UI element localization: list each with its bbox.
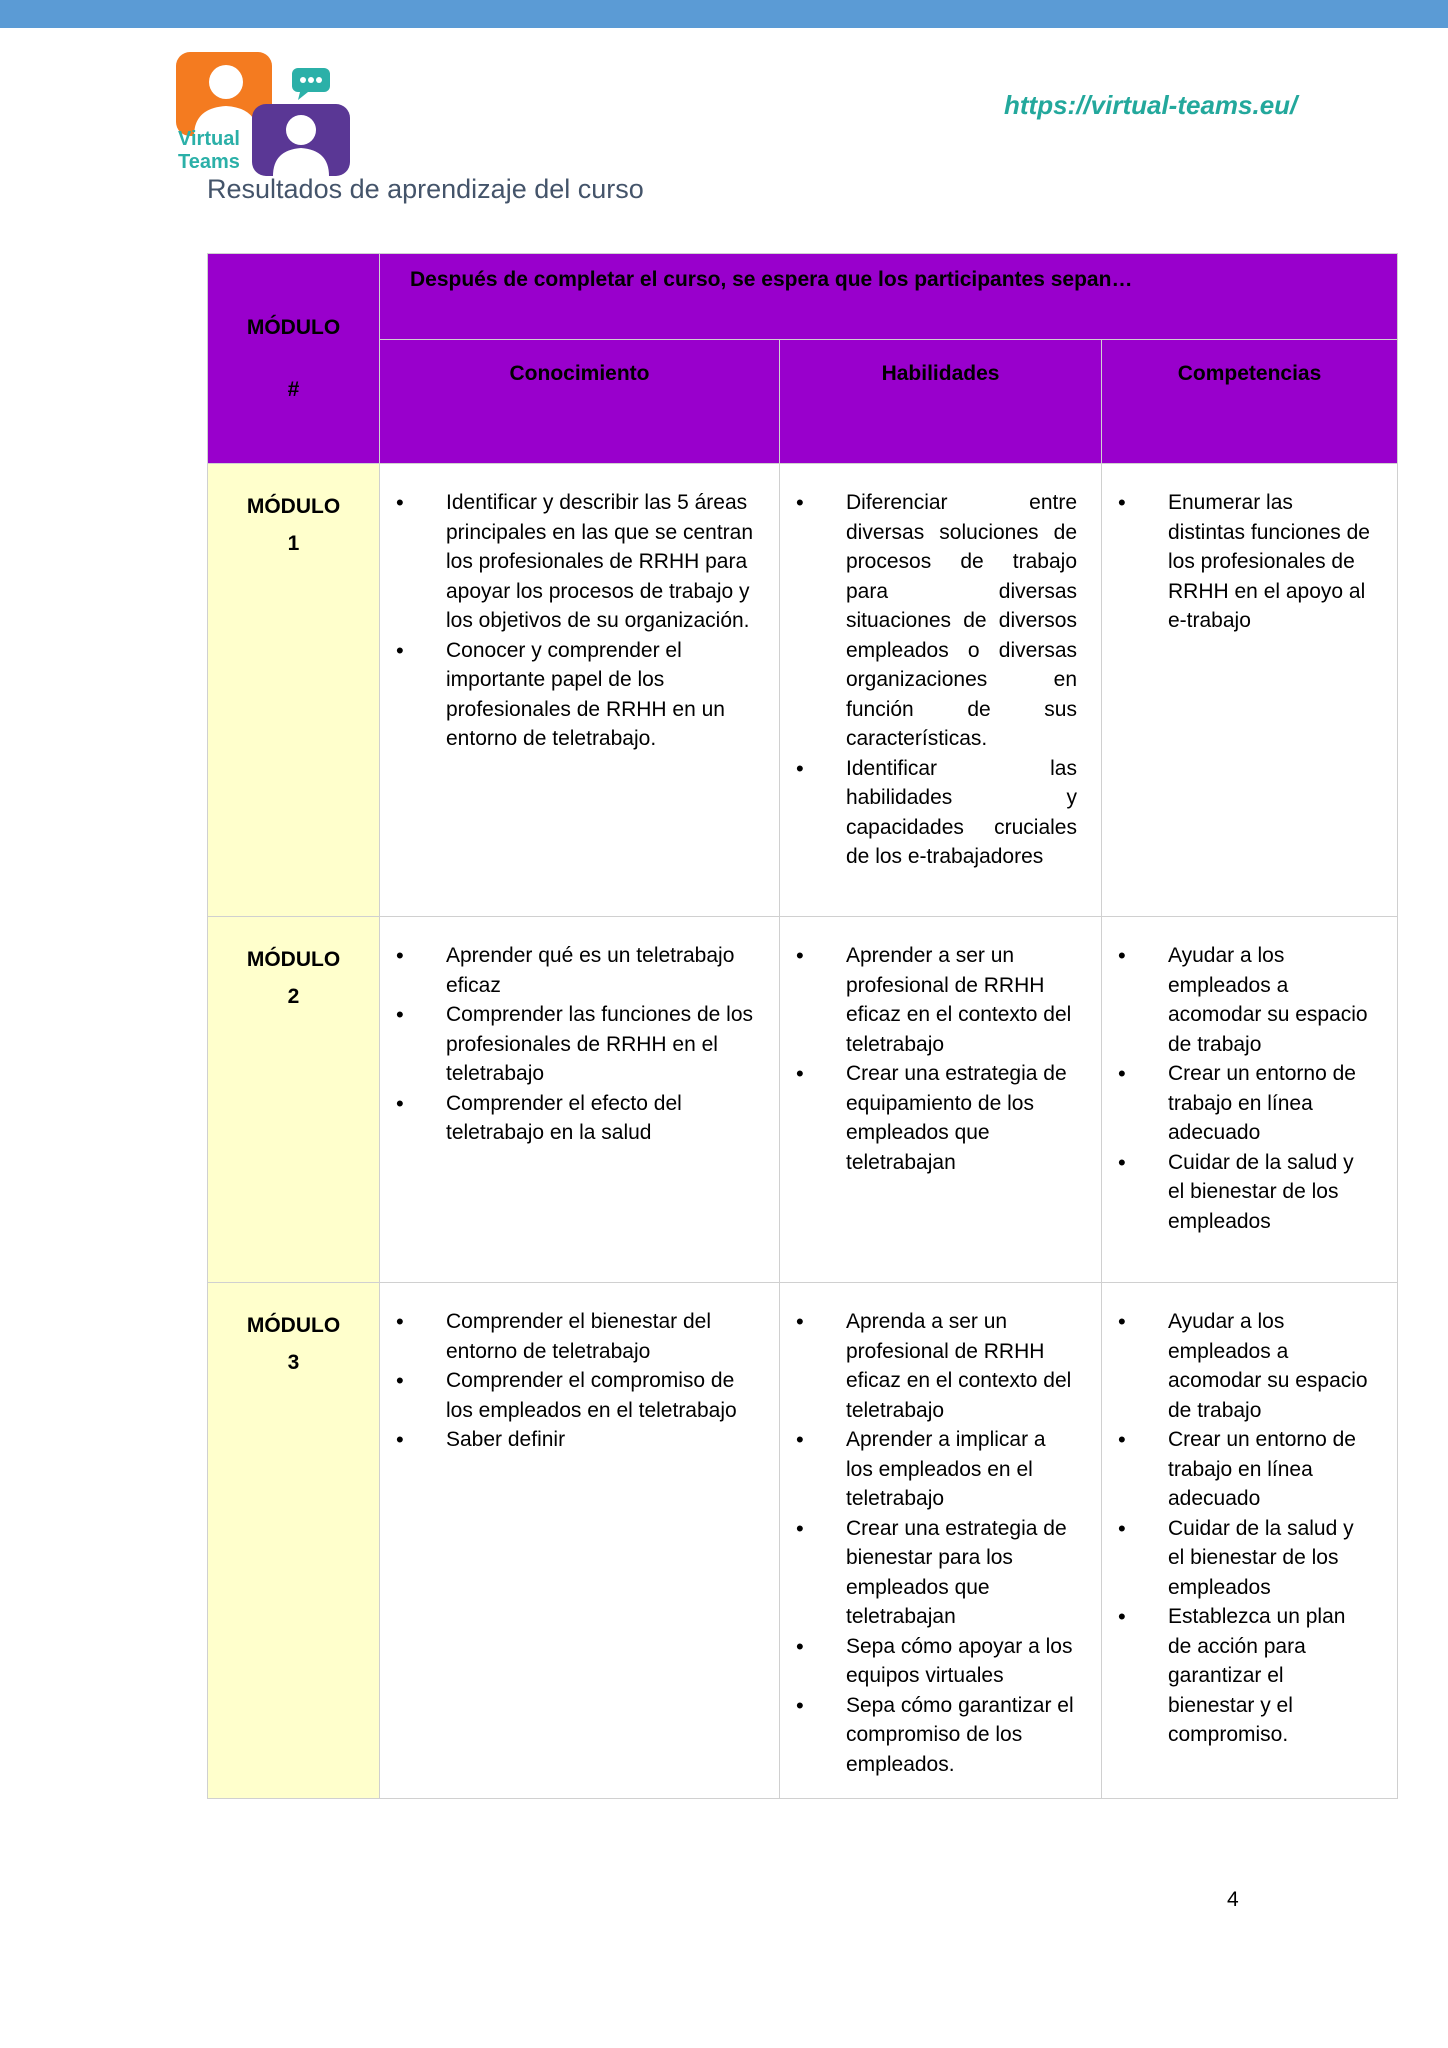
list-item: • Ayudar a los empleados a acomodar su espacio de trabajo <box>1112 941 1373 1059</box>
list-item: • Saber definir <box>390 1425 755 1455</box>
table-intro-header: Después de completar el curso, se espera que los participantes sepan… <box>380 254 1398 340</box>
module-column-header: MÓDULO # <box>208 254 380 464</box>
list-item: • Conocer y comprender el importante papel de los profesionales de RRHH en un entorno de teletrabajo. <box>390 636 755 754</box>
module-label: MÓDULO 2 <box>208 917 380 1283</box>
column-header-knowledge: Conocimiento <box>380 340 780 464</box>
column-header-competences: Competencias <box>1102 340 1398 464</box>
competences-cell <box>1102 464 1398 917</box>
list-item: • Crear una estrategia de equipamiento de los empleados que teletrabajan <box>790 1059 1077 1177</box>
list-item: • Comprender las funciones de los profesionales de RRHH en el teletrabajo <box>390 1000 755 1089</box>
logo-text: Virtual Teams <box>178 128 240 173</box>
list-item: • Cuidar de la salud y el bienestar de los empleados <box>1112 1514 1373 1603</box>
learning-outcomes-table <box>207 253 1398 1799</box>
list-item: • Identificar y describir las 5 áreas principales en las que se centran los profesionales de RRHH para apoyar los procesos de trabajo y los objetivos de su organización. <box>390 488 755 636</box>
list-item: • Enumerar las distintas funciones de los profesionales de RRHH en el apoyo al e-trabajo <box>1112 488 1373 636</box>
list-item: • Sepa cómo apoyar a los equipos virtuales <box>790 1632 1077 1691</box>
list-item: • Crear un entorno de trabajo en línea adecuado <box>1112 1425 1373 1514</box>
site-url-link[interactable]: https://virtual-teams.eu/ <box>1004 90 1298 120</box>
list-item: • Comprender el bienestar del entorno de teletrabajo <box>390 1307 755 1366</box>
module-label: MÓDULO 3 <box>208 1283 380 1799</box>
list-item: • Aprenda a ser un profesional de RRHH eficaz en el contexto del teletrabajo <box>790 1307 1077 1425</box>
list-item: • Comprender el compromiso de los empleados en el teletrabajo <box>390 1366 755 1425</box>
module-label: MÓDULO 1 <box>208 464 380 917</box>
knowledge-cell <box>380 917 780 1283</box>
skills-cell <box>780 917 1102 1283</box>
page-number: 4 <box>1227 1888 1239 1911</box>
list-item: • Aprender qué es un teletrabajo eficaz <box>390 941 755 1000</box>
list-item: • Ayudar a los empleados a acomodar su espacio de trabajo <box>1112 1307 1373 1425</box>
table-row-module-2 <box>208 917 1398 1283</box>
list-item: • Aprender a ser un profesional de RRHH eficaz en el contexto del teletrabajo <box>790 941 1077 1059</box>
list-item: • Cuidar de la salud y el bienestar de los empleados <box>1112 1148 1373 1237</box>
table-row-module-1 <box>208 464 1398 917</box>
competences-cell <box>1102 1283 1398 1799</box>
list-item: • Establezca un plan de acción para garantizar el bienestar y el compromiso. <box>1112 1602 1373 1750</box>
knowledge-cell <box>380 464 780 917</box>
list-item: • Identificar las habilidades y capacidades cruciales de los e-trabajadores <box>790 754 1077 872</box>
list-item: • Comprender el efecto del teletrabajo en la salud <box>390 1089 755 1148</box>
section-title: Resultados de aprendizaje del curso <box>207 174 644 204</box>
list-item: • Sepa cómo garantizar el compromiso de los empleados. <box>790 1691 1077 1780</box>
column-header-skills: Habilidades <box>780 340 1102 464</box>
knowledge-cell <box>380 1283 780 1799</box>
list-item: • Aprender a implicar a los empleados en el teletrabajo <box>790 1425 1077 1514</box>
top-accent-bar <box>0 0 1448 28</box>
list-item: • Diferenciar entre diversas soluciones de procesos de trabajo para diversas situaciones de diversos empleados o diversas organizaciones en función de sus características. <box>790 488 1077 754</box>
list-item: • Crear un entorno de trabajo en línea adecuado <box>1112 1059 1373 1148</box>
table-row-module-3 <box>208 1283 1398 1799</box>
skills-cell <box>780 464 1102 917</box>
competences-cell <box>1102 917 1398 1283</box>
skills-cell <box>780 1283 1102 1799</box>
list-item: • Crear una estrategia de bienestar para los empleados que teletrabajan <box>790 1514 1077 1632</box>
